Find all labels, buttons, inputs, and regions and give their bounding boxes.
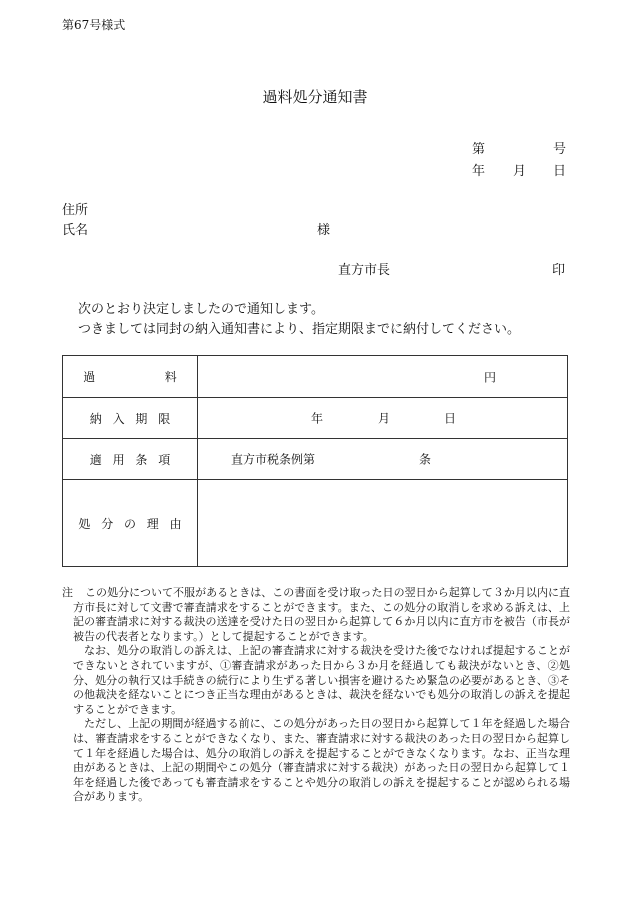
article-suffix: 条: [419, 452, 432, 467]
date-year-label: 年: [472, 164, 486, 179]
fine-value-cell: [198, 356, 568, 398]
page-title: 過料処分通知書: [262, 88, 368, 106]
reason-label-cell: [63, 480, 198, 567]
honorific-sama: 様: [317, 223, 331, 238]
seal-mark: 印: [552, 263, 566, 278]
name-label: 氏名: [62, 223, 89, 238]
deadline-day: 日: [444, 411, 457, 426]
fine-unit: 円: [484, 370, 497, 384]
note-mark: 注: [62, 586, 73, 599]
deadline-month: 月: [378, 411, 391, 426]
article-label-cell: [63, 439, 198, 480]
note-text-2: なお、処分の取消しの訴えは、上記の審査請求に対する裁決を受けた後でなければ提起することができないとされていますが、①審査請求があった日から３か月を経過しても裁決がないとき、②処分、処分の執行又は手続きの続行により生ずる著しい損害を避けるため緊急の必要があるとき、③その他裁決を経ないことにつき正当な理由があるときは、裁決を経ないでも処分の取消しの訴えを提起することができます。: [73, 644, 570, 716]
article-prefix: 直方市税条例第: [231, 452, 316, 467]
table-row-reason: [63, 480, 568, 567]
number-go-label: 号: [553, 142, 567, 157]
notes-section: [62, 586, 570, 805]
article-value-cell: [198, 439, 568, 480]
note-text-1: この処分について不服があるときは、この書面を受け取った日の翌日から起算して３か月以内に直方市長に対して文書で審査請求をすることができます。また、この処分の取消しを求める訴えは、上記の審査請求に対する裁決の送達を受けた日の翌日から起算して６か月以内に直方市を被告（市長が被告の代表者となります。）として提起することができます。: [73, 586, 570, 643]
issuer-mayor: 直方市長: [338, 263, 391, 278]
fine-label-cell: [63, 356, 206, 398]
note-paragraph-2: [62, 644, 570, 717]
deadline-value-cell: [198, 398, 568, 439]
address-label: 住所: [62, 203, 89, 218]
deadline-label-cell: [63, 398, 198, 439]
date-month-label: 月: [513, 164, 527, 179]
reason-value-cell: [198, 480, 568, 567]
table-row-fine: [63, 356, 568, 398]
deadline-label: 納入期限: [89, 411, 181, 426]
form-number: 第67号様式: [62, 18, 126, 32]
fine-label: 過 料: [83, 370, 206, 384]
number-dai-label: 第: [472, 142, 486, 157]
deadline-year: 年: [311, 411, 324, 426]
intro-line-1: 次のとおり決定しましたので通知します。: [78, 302, 324, 317]
date-day-label: 日: [553, 164, 567, 179]
reason-label: 処分の理由: [78, 516, 193, 531]
notice-table: [62, 355, 568, 567]
table-row-deadline: [63, 398, 568, 439]
note-paragraph-3: [62, 717, 570, 805]
note-paragraph-1: [62, 586, 570, 644]
table-row-article: [63, 439, 568, 480]
intro-line-2: つきましては同封の納入通知書により、指定期限までに納付してください。: [78, 322, 521, 337]
article-label: 適用条項: [89, 452, 181, 467]
note-text-3: ただし、上記の期間が経過する前に、この処分があった日の翌日から起算して１年を経過した場合は、審査請求をすることができなくなり、また、審査請求に対する裁決のあった日の翌日から起算して１年を経過した場合は、処分の取消しの訴えを提起することができなくなります。なお、正当な理由があるときは、上記の期間やこの処分（審査請求に対する裁決）があった日の翌日から起算して１年を経過した後であっても審査請求をすることや処分の取消しの訴えを提起することが認められる場合があります。: [73, 717, 570, 804]
